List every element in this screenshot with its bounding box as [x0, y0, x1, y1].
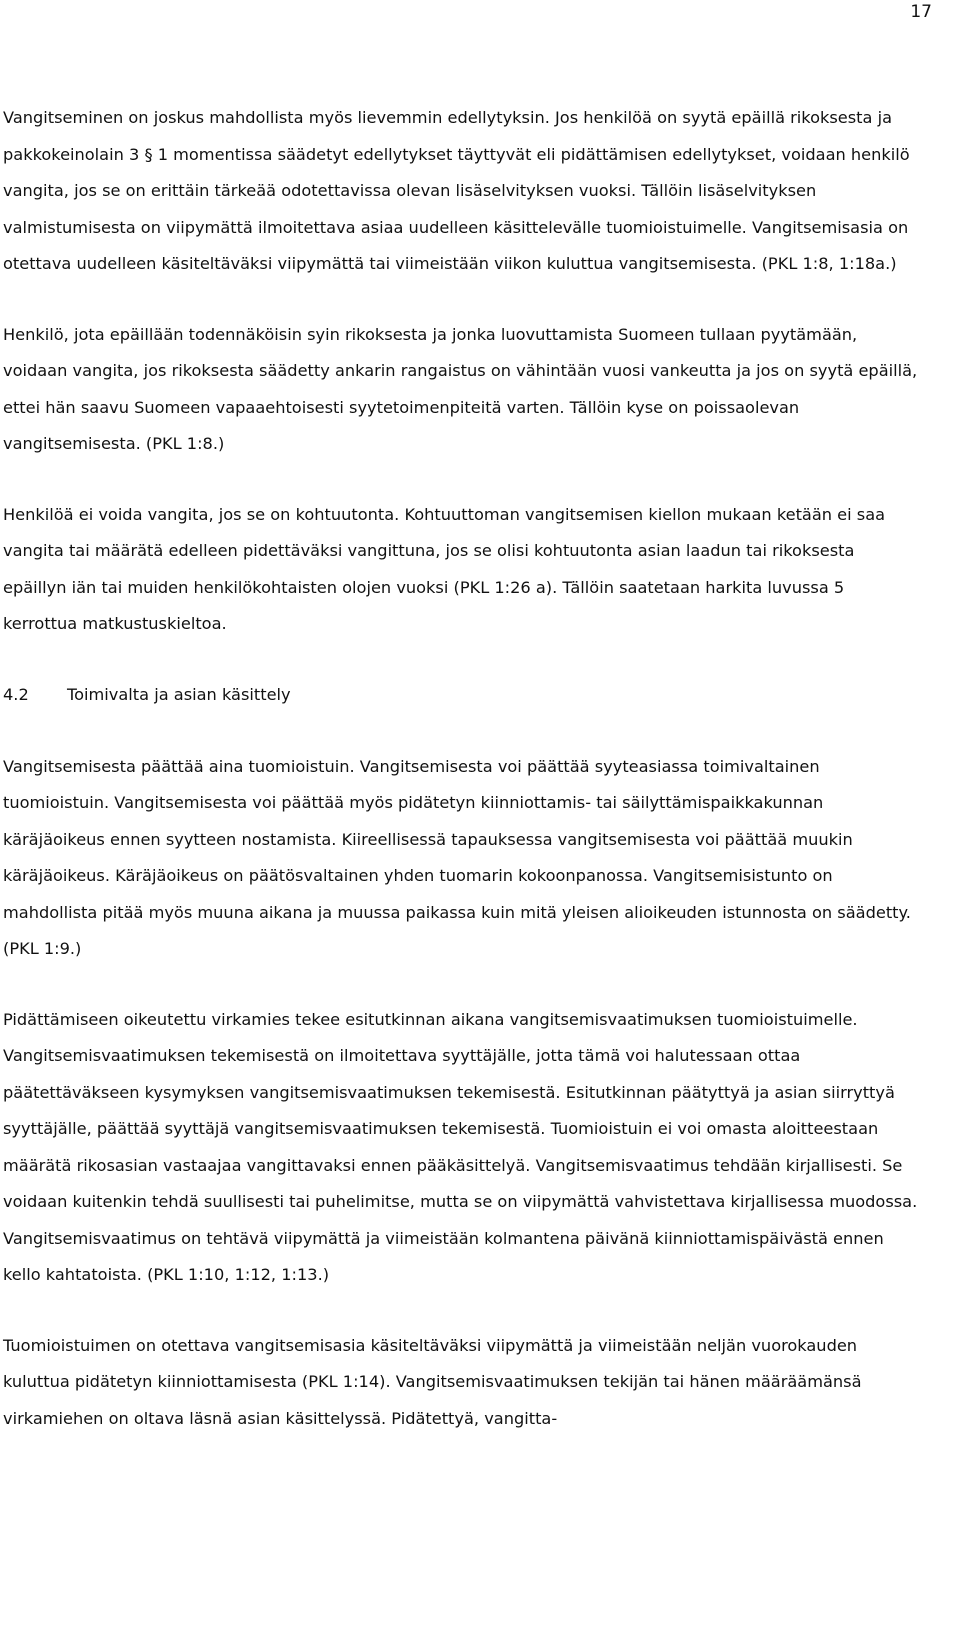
paragraph: Pidättämiseen oikeutettu virkamies tekee esitutkinnan aikana vangitsemisvaatimuksen tuomioistuimelle. Vangitsemisvaatimuksen tekemisestä on ilmoitettava syyttäjälle, jotta tämä voi halutessaan ottaa päätettäväkseen kysymyksen vangitsemisvaatimuksen tekemisestä. Esitutkinnan päätyttyä ja asian siirryttyä syyttäjälle, päättää syyttäjä vangitsemisvaatimuksen tekemisestä. Tuomioistuin ei voi omasta aloitteestaan määrätä rikosasian vastaajaa vangittavaksi ennen pääkäsittelyä. Vangitsemisvaatimus tehdään kirjallisesti. Se voidaan kuitenkin tehdä suullisesti tai puhelimitse, mutta se on viipymättä vahvistettava kirjallisessa muodossa. Vangitsemisvaatimus on tehtävä viipymättä ja viimeistään kolmantena päivänä kiinniottamispäivästä ennen kello kahtatoista. (PKL 1:10, 1:12, 1:13.) — [3, 1009, 918, 1284]
section-number: 4.2 — [3, 684, 29, 704]
section-heading — [3, 677, 919, 713]
section-title: Toimivalta ja asian käsittely — [67, 684, 291, 704]
paragraph: Vangitseminen on joskus mahdollista myös lievemmin edellytyksin. Jos henkilöä on syytä epäillä rikoksesta ja pakkokeinolain 3 § 1 momentissa säädetyt edellytykset täyttyvät eli pidättämisen edellytykset, voidaan henkilö vangita, jos se on erittäin tärkeää odotettavissa olevan lisäselvityksen vuoksi. Tällöin lisäselvityksen valmistumisesta on viipymättä ilmoitettava asiaa uudelleen käsittelevälle tuomioistuimelle. Vangitsemisasia on otettava uudelleen käsiteltäväksi viipymättä tai viimeistään viikon kuluttua vangitsemisesta. (PKL 1:8, 1:18a.) — [3, 108, 910, 273]
paragraph: Vangitsemisesta päättää aina tuomioistuin. Vangitsemisesta voi päättää syyteasiassa toimivaltainen tuomioistuin. Vangitsemisesta voi päättää myös pidätetyn kiinniottamis- tai säilyttämispaikkakunnan käräjäoikeus ennen syytteen nostamista. Kiireellisessä tapauksessa vangitsemisesta voi päättää muukin käräjäoikeus. Käräjäoikeus on päätösvaltainen yhden tuomarin kokoonpanossa. Vangitsemisistunto on mahdollista pitää myös muuna aikana ja muussa paikassa kuin mitä yleisen alioikeuden istunnosta on säädetty. (PKL 1:9.) — [3, 756, 911, 958]
paragraph: Henkilöä ei voida vangita, jos se on kohtuutonta. Kohtuuttoman vangitsemisen kiellon mukaan ketään ei saa vangita tai määrätä edelleen pidettäväksi vangittuna, jos se olisi kohtuutonta asian laadun tai rikoksesta epäillyn iän tai muiden henkilökohtaisten olojen vuoksi (PKL 1:26 a). Tällöin saatetaan harkita luvussa 5 kerrottua matkustuskieltoa. — [3, 504, 886, 633]
paragraph: Tuomioistuimen on otettava vangitsemisasia käsiteltäväksi viipymättä ja viimeistään neljän vuorokauden kuluttua pidätetyn kiinniottamisesta (PKL 1:14). Vangitsemisvaatimuksen tekijän tai hänen määräämänsä virkamiehen on oltava läsnä asian käsittelyssä. Pidätettyä, vangitta- — [3, 1335, 862, 1428]
paragraph: Henkilö, jota epäillään todennäköisin syin rikoksesta ja jonka luovuttamista Suomeen tullaan pyytämään, voidaan vangita, jos rikoksesta säädetty ankarin rangaistus on vähintään vuosi vankeutta ja jos on syytä epäillä, ettei hän saavu Suomeen vapaaehtoisesti syytetoimenpiteitä varten. Tällöin kyse on poissaolevan vangitsemisesta. (PKL 1:8.) — [3, 324, 918, 453]
page-number: 17 — [910, 2, 932, 22]
document-body — [3, 100, 919, 1437]
